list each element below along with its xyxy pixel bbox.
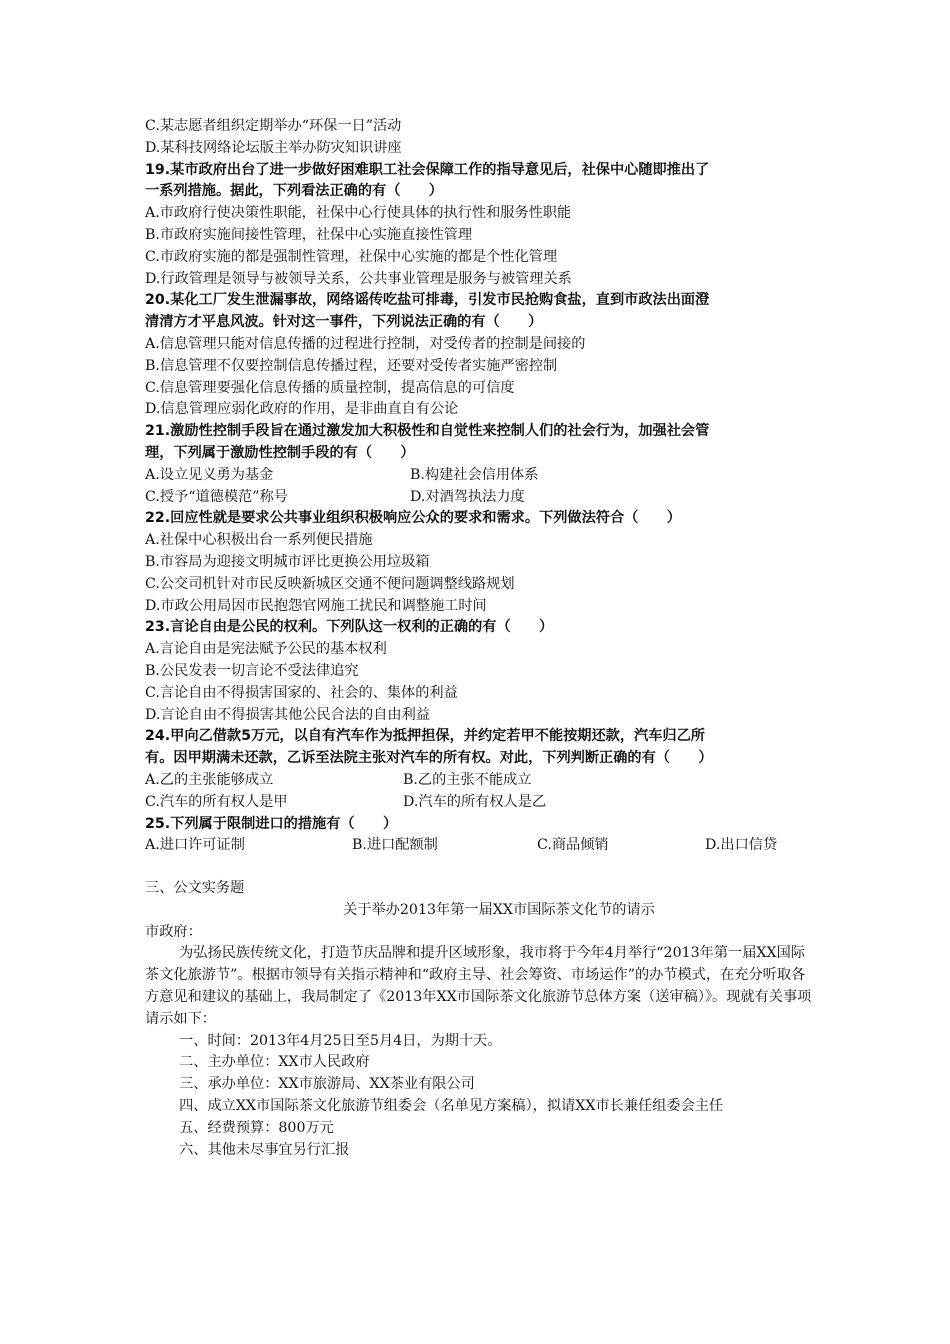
q24-options-row1 [145,770,813,792]
q24-options-row2 [145,792,813,814]
q21-options-row2 [145,487,813,509]
q20-option-b: B.信息管理不仅要控制信息传播过程，还要对受传者实施严密控制 [145,357,558,374]
q19-option-b: B.市政府实施间接性管理，社保中心实施直接性管理 [145,226,473,243]
q25-option-c: C.商品倾销 [537,837,609,854]
salutation: 市政府： [145,923,202,940]
q24-stem-line2: 有。因甲期满未还款，乙诉至法院主张对汽车的所有权。对此，下列判断正确的有（ ） [145,750,713,767]
q21-option-d: D.对酒驾执法力度 [410,488,525,505]
q23-option-c: C.言论自由不得损害国家的、社会的、集体的利益 [145,684,458,701]
item-4: 四、成立XX市国际茶文化旅游节组委会（名单见方案稿），拟请XX市长兼任组委会主任 [179,1098,724,1115]
option-c-prev: C.某志愿者组织定期举办“环保一日”活动 [145,118,402,134]
q24-option-d: D.汽车的所有权人是乙 [403,793,547,810]
q20-option-a: A.信息管理只能对信息传播的过程进行控制，对受传者的控制是间接的 [145,335,586,352]
q24-option-a: A.乙的主张能够成立 [145,771,274,788]
q23-option-a: A.言论自由是宪法赋予公民的基本权利 [145,641,387,658]
q20-stem-line1: 20.某化工厂发生泄漏事故，网络谣传吃盐可排毒，引发市民抢购食盐，直到市政法出面澄 [145,292,710,309]
q22-option-b: B.市容局为迎接文明城市评比更换公用垃圾箱 [145,553,430,570]
q19-option-a: A.市政府行使决策性职能，社保中心行使具体的执行性和服务性职能 [145,205,572,222]
q24-stem-line1: 24.甲向乙借款5万元，以自有汽车作为抵押担保，并约定若甲不能按期还款，汽车归乙所 [145,728,705,745]
body-paragraph: 为弘扬民族传统文化，打造节庆品牌和提升区域形象，我市将于今年4月举行“2013年第一届XX国际茶文化旅游节”。根据市领导有关指示精神和“政府主导、社会筹资、市场运作”的办节模式，在充分听取各方意见和建议的基础上，我局制定了《2013年XX市国际茶文化旅游节总体方案（送审稿）》。现就有关事项请示如下： [145,945,812,1027]
q20-stem-line2: 清清方才平息风波。针对这一事件，下列说法正确的有（ ） [145,314,543,331]
q19-option-d: D.行政管理是领导与被领导关系，公共事业管理是服务与被管理关系 [145,270,572,287]
q23-stem-line1: 23.言论自由是公民的权利。下列队这一权利的正确的有（ ） [145,619,554,636]
item-3: 三、承办单位：XX市旅游局、XX茶业有限公司 [179,1076,475,1093]
q22-option-d: D.市政公用局因市民抱怨官网施工扰民和调整施工时间 [145,597,487,614]
q21-option-c: C.授予“道德模范”称号 [145,488,288,505]
q21-options-row1 [145,465,813,487]
q25-option-b: B.进口配额制 [352,837,438,854]
q23-option-b: B.公民发表一切言论不受法律追究 [145,662,359,679]
q19-stem-line2: 一系列措施。据此，下列看法正确的有（ ） [145,183,443,200]
q22-option-c: C.公交司机针对市民反映新城区交通不便问题调整线路规划 [145,575,515,592]
item-6: 六、其他未尽事宜另行汇报 [179,1141,350,1158]
option-d-prev: D.某科技网络论坛版主举办防灾知识讲座 [145,139,402,156]
q25-option-a: A.进口许可证制 [145,837,245,854]
q21-stem-line2: 理，下列属于激励性控制手段的有（ ） [145,444,415,461]
q22-option-a: A.社保中心积极出台一系列便民措施 [145,532,373,549]
item-2: 二、主办单位：XX市人民政府 [179,1054,370,1071]
q25-stem-line1: 25.下列属于限制进口的措施有（ ） [145,815,398,832]
q19-stem-line1: 19.某市政府出台了进一步做好困难职工社会保障工作的指导意见后，社保中心随即推出了 [145,161,710,178]
section-heading: 三、公文实务题 [145,880,245,897]
document-title: 关于举办2013年第一届XX市国际茶文化节的请示 [343,901,655,918]
q25-options-row [145,835,813,857]
q24-option-b: B.乙的主张不能成立 [403,771,532,788]
q21-option-b: B.构建社会信用体系 [410,466,539,483]
q24-option-c: C.汽车的所有权人是甲 [145,793,288,810]
q20-option-d: D.信息管理应弱化政府的作用，是非曲直自有公论 [145,401,459,418]
q20-option-c: C.信息管理要强化信息传播的质量控制，提高信息的可信度 [145,379,515,396]
q22-stem-line1: 22.回应性就是要求公共事业组织积极响应公众的要求和需求。下列做法符合（ ） [145,510,681,527]
q21-option-a: A.设立见义勇为基金 [145,466,274,483]
document-page [145,116,813,1161]
q19-option-c: C.市政府实施的都是强制性管理，社保中心实施的都是个性化管理 [145,248,558,265]
item-5: 五、经费预算：800万元 [179,1119,334,1136]
q21-stem-line1: 21.激励性控制手段旨在通过激发加大积极性和自觉性来控制人们的社会行为，加强社会管 [145,423,710,440]
item-1: 一、时间：2013年4月25日至5月4日，为期十天。 [179,1032,502,1049]
q25-option-d: D.出口信贷 [705,837,778,854]
q23-option-d: D.言论自由不得损害其他公民合法的自由利益 [145,706,430,723]
